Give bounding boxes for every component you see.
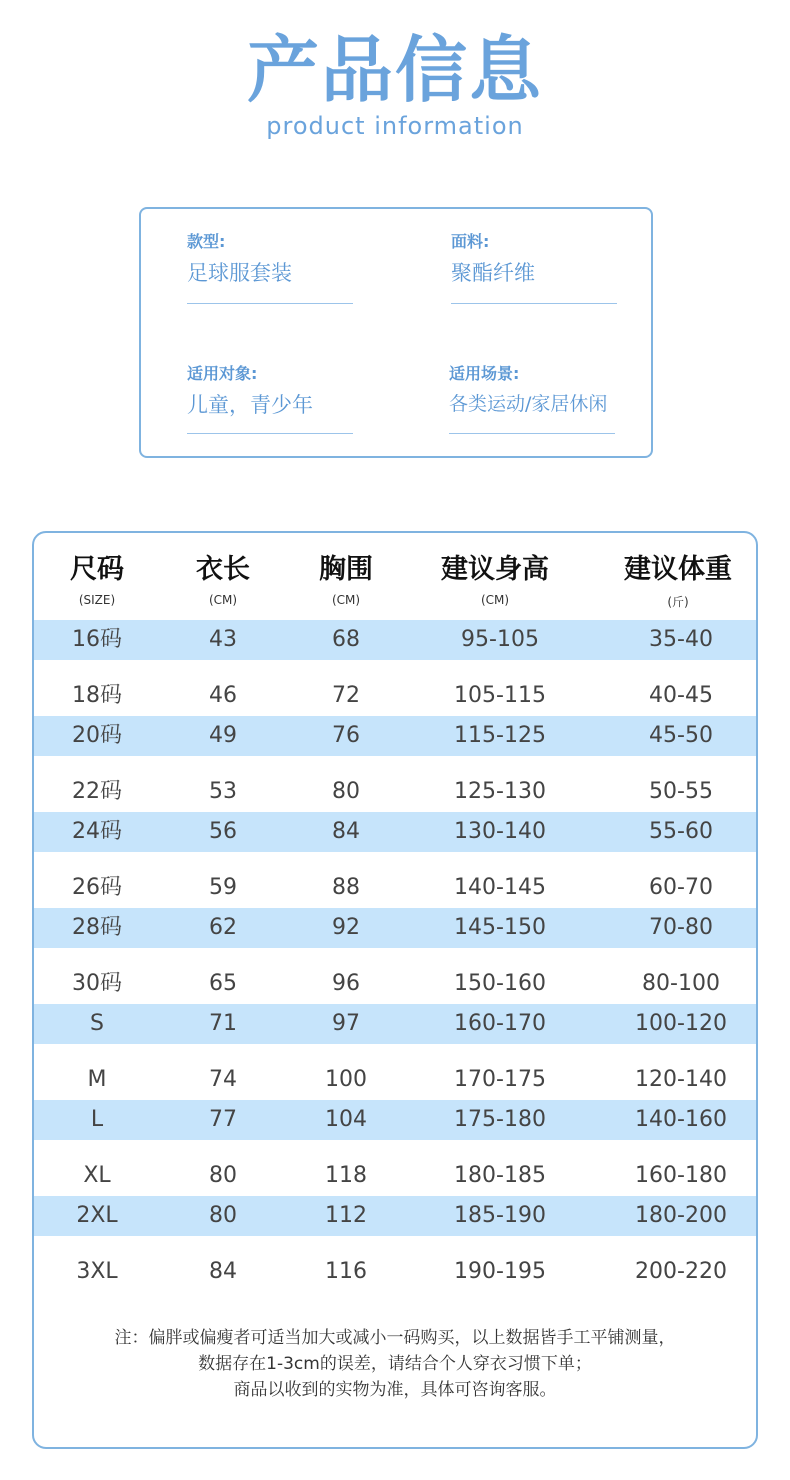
table-cell: 140-160 [635, 1107, 727, 1132]
divider [449, 433, 615, 434]
table-cell: 105-115 [454, 683, 546, 708]
col-title: 建议身高 [441, 554, 549, 585]
info-label: 面料: [451, 232, 490, 251]
col-unit: (CM) [208, 593, 238, 607]
table-cell: 59 [209, 875, 237, 900]
table-cell: 45-50 [649, 723, 713, 748]
table-cell: 88 [332, 875, 360, 900]
table-cell: 80 [209, 1163, 237, 1188]
col-header-size [34, 553, 160, 607]
table-cell: 76 [332, 723, 360, 748]
table-row [34, 620, 756, 660]
table-cell: 43 [209, 627, 237, 652]
table-cell: 30码 [72, 971, 122, 996]
table-cell: 16码 [72, 627, 122, 652]
table-cell: 46 [209, 683, 237, 708]
table-row [34, 1100, 756, 1140]
table-cell: 175-180 [454, 1107, 546, 1132]
table-cell: 28码 [72, 915, 122, 940]
table-cell: 26码 [72, 875, 122, 900]
table-cell: 53 [209, 779, 237, 804]
table-cell: 200-220 [635, 1259, 727, 1284]
table-cell: 92 [332, 915, 360, 940]
table-cell: XL [83, 1163, 111, 1188]
table-cell: 120-140 [635, 1067, 727, 1092]
table-cell: 56 [209, 819, 237, 844]
table-cell: 80-100 [642, 971, 720, 996]
table-cell: 55-60 [649, 819, 713, 844]
table-cell: 115-125 [454, 723, 546, 748]
table-cell: 185-190 [454, 1203, 546, 1228]
col-header-weight [600, 553, 756, 610]
table-cell: 116 [325, 1259, 367, 1284]
info-value: 聚酯纤维 [451, 261, 535, 285]
table-cell: 84 [332, 819, 360, 844]
table-cell: 40-45 [649, 683, 713, 708]
col-header-chest [286, 553, 406, 607]
table-cell: 65 [209, 971, 237, 996]
col-unit: (CM) [331, 593, 361, 607]
table-cell: 22码 [72, 779, 122, 804]
table-cell: 77 [209, 1107, 237, 1132]
divider [451, 303, 617, 304]
table-cell: 170-175 [454, 1067, 546, 1092]
table-cell: L [90, 1107, 104, 1132]
col-title: 衣长 [196, 554, 250, 585]
table-cell: 3XL [76, 1259, 118, 1284]
info-target [187, 361, 353, 419]
col-unit: (斤) [667, 595, 689, 609]
table-row [34, 812, 756, 852]
table-cell: 60-70 [649, 875, 713, 900]
info-value: 各类运动/家居休闲 [449, 393, 608, 415]
table-cell: 100 [325, 1067, 367, 1092]
table-cell: 71 [209, 1011, 237, 1036]
table-cell: 49 [209, 723, 237, 748]
table-row [34, 1196, 756, 1236]
table-cell: 125-130 [454, 779, 546, 804]
page-subtitle: product information [266, 112, 524, 140]
table-cell: 97 [332, 1011, 360, 1036]
size-note [0, 1325, 790, 1403]
table-cell: 68 [332, 627, 360, 652]
table-cell: 104 [325, 1107, 367, 1132]
table-cell: 84 [209, 1259, 237, 1284]
table-cell: 160-170 [454, 1011, 546, 1036]
info-label: 适用场景: [449, 364, 520, 383]
col-header-length [160, 553, 286, 607]
divider [187, 303, 353, 304]
note-line: 数据存在1-3cm的误差，请结合个人穿衣习惯下单； [198, 1354, 592, 1374]
table-cell: 130-140 [454, 819, 546, 844]
table-cell: 100-120 [635, 1011, 727, 1036]
info-value: 足球服套装 [187, 261, 292, 285]
table-cell: 24码 [72, 819, 122, 844]
table-row [34, 716, 756, 756]
table-cell: 20码 [72, 723, 122, 748]
col-header-height [420, 553, 570, 607]
table-cell: 80 [209, 1203, 237, 1228]
info-scene [449, 361, 615, 416]
note-line: 商品以收到的实物为准，具体可咨询客服。 [233, 1380, 557, 1400]
table-cell: 80 [332, 779, 360, 804]
col-unit: (SIZE) [78, 593, 116, 607]
table-cell: 190-195 [454, 1259, 546, 1284]
table-cell: 62 [209, 915, 237, 940]
col-unit: (CM) [480, 593, 510, 607]
note-line: 注：偏胖或偏瘦者可适当加大或减小一码购买，以上数据皆手工平铺测量， [114, 1328, 676, 1348]
info-style [187, 229, 353, 287]
size-table [32, 531, 758, 1449]
table-cell: 70-80 [649, 915, 713, 940]
table-cell: 140-145 [454, 875, 546, 900]
table-cell: 35-40 [649, 627, 713, 652]
table-header [34, 533, 756, 619]
table-cell: 95-105 [461, 627, 539, 652]
info-fabric [451, 229, 617, 287]
table-cell: 50-55 [649, 779, 713, 804]
info-label: 适用对象: [187, 364, 258, 383]
divider [187, 433, 353, 434]
table-cell: 112 [325, 1203, 367, 1228]
info-value: 儿童，青少年 [187, 393, 313, 417]
table-cell: 180-185 [454, 1163, 546, 1188]
table-cell: S [90, 1011, 104, 1036]
table-cell: 145-150 [454, 915, 546, 940]
table-row [34, 908, 756, 948]
table-cell: 18码 [72, 683, 122, 708]
table-cell: M [87, 1067, 107, 1092]
info-label: 款型: [187, 232, 226, 251]
col-title: 建议体重 [624, 554, 732, 585]
col-title: 胸围 [319, 554, 373, 585]
table-row [34, 1004, 756, 1044]
table-cell: 74 [209, 1067, 237, 1092]
table-cell: 72 [332, 683, 360, 708]
page-title: 产品信息 [246, 28, 543, 112]
product-info-box [139, 207, 653, 458]
table-cell: 180-200 [635, 1203, 727, 1228]
table-cell: 150-160 [454, 971, 546, 996]
table-cell: 96 [332, 971, 360, 996]
table-row [34, 1244, 756, 1300]
table-cell: 2XL [76, 1203, 118, 1228]
table-cell: 118 [325, 1163, 367, 1188]
table-cell: 160-180 [635, 1163, 727, 1188]
col-title: 尺码 [70, 554, 124, 585]
